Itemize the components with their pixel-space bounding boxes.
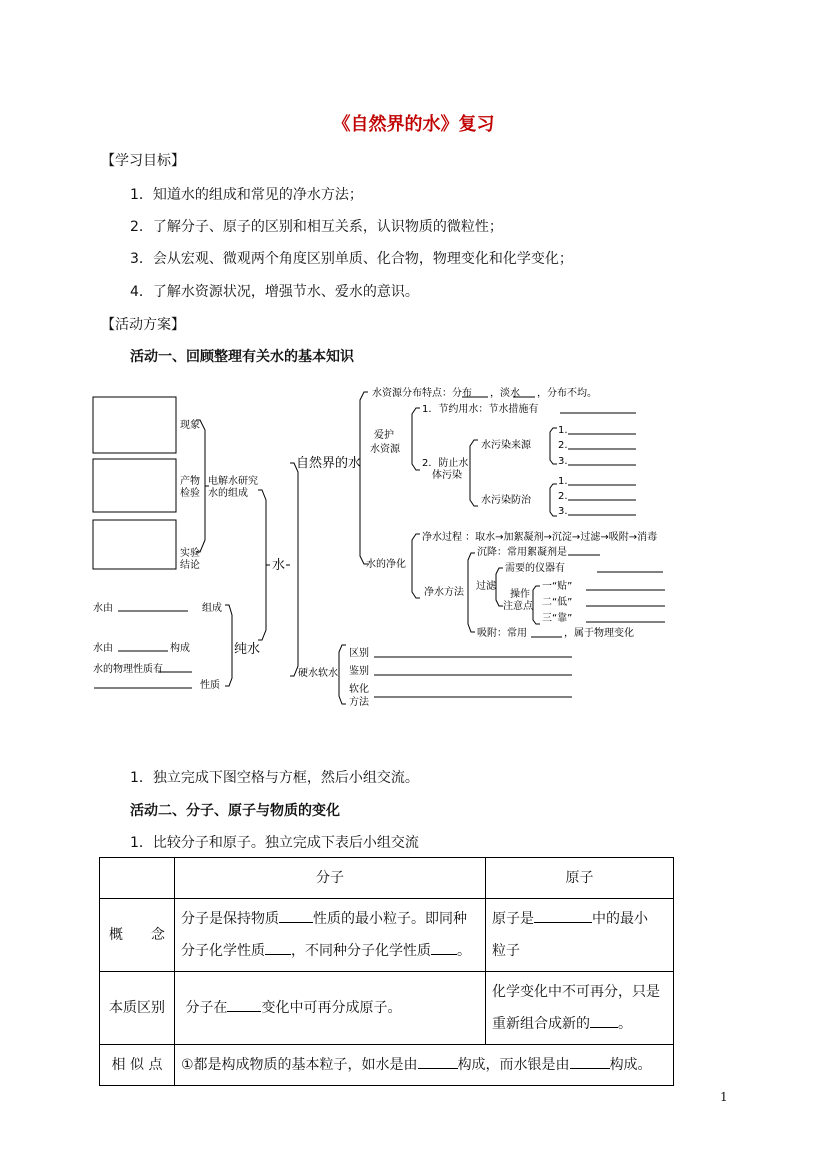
electrolysis-label: 电解水研究 [208,476,258,487]
protect-label-2: 水资源 [370,444,400,455]
text: 变化中可再分成原子。 [261,1000,402,1016]
phenomenon-label: 现象 [180,420,200,431]
ident-label: 鉴别 [349,666,369,677]
text: 构成，而水银是由 [457,1057,570,1073]
product-box [93,459,176,512]
activity1-task: 1．独立完成下图空格与方框，然后小组交流。 [130,770,419,786]
text: 分子化学性质 [181,943,265,959]
activity1-heading: 活动一、回顾整理有关水的基本知识 [130,349,354,365]
structure-prefix: 水由 [93,643,113,654]
blank[interactable] [431,940,457,955]
composition-prefix: 水由 [93,603,113,614]
cell-molecule-concept [175,899,486,972]
three-label: 三“靠” [542,613,573,624]
electrolysis-label-2: 水的组成 [208,488,248,499]
blank[interactable] [227,997,261,1012]
row-similar-label: 相 似 点 [100,1045,175,1086]
text: 分子在 [185,1000,228,1016]
distribution-label: 水资源分布特点：分布 [372,388,472,399]
row-essence-label: 本质区别 [100,972,175,1045]
settle-label: 沉降：常用絮凝剂是 [477,547,567,558]
pollution-control-label: 水污染防治 [481,495,531,506]
product-label: 产物 [180,476,200,487]
soft-label: 软化 [349,684,369,695]
goals-heading: 【学习目标】 [101,153,185,169]
cell-similar [175,1045,674,1086]
blank[interactable] [279,908,313,923]
blank[interactable] [534,908,592,923]
product-label-2: 检验 [180,488,200,499]
page-title: 《自然界的水》复习 [332,114,495,135]
text: 分子是保持物质 [181,911,279,927]
page-number: 1 [720,1090,728,1104]
save-label: 1．节约用水：节水措施有 [422,404,539,415]
prevent-label: 2．防止水 [422,458,469,469]
cell-molecule-essence [175,972,486,1045]
conclusion-label: 实验 [180,548,200,559]
goal-item: 2．了解分子、原子的区别和相互关系，认识物质的微粒性； [130,219,503,235]
structure-suffix: 构成 [170,643,190,654]
fresh-label: ，淡水 [490,388,520,399]
adsorb-label-2: ，属于物理变化 [564,628,634,639]
physical-prefix: 水的物理性质有 [93,664,163,675]
num-1: 1. [558,476,568,487]
text: 性质的最小粒子。即同种 [313,911,467,927]
one-label: 一“贴” [542,581,573,592]
goal-item: 3．会从宏观、微观两个角度区别单质、化合物，物理变化和化学变化； [130,251,573,267]
num-3: 3. [558,506,568,517]
operate-label-2: 注意点 [503,601,533,612]
adsorb-label: 吸附：常用 [477,628,527,639]
cell-atom-concept [486,899,674,972]
text: 重新组合成新的 [492,1016,590,1032]
methods-label: 净水方法 [424,587,464,598]
table-row [100,1045,674,1086]
filter-label: 过滤 [476,581,496,592]
pure-label: 纯水 [234,642,261,657]
operate-label: 操作 [510,589,530,600]
num-2: 2. [558,440,568,451]
blank[interactable] [570,1054,610,1069]
num-2: 2. [558,491,568,502]
text: 化学变化中不可再分，只是 [492,984,660,1000]
soft-label-2: 方法 [349,697,369,708]
plan-heading: 【活动方案】 [101,317,185,333]
text: 中的最小 [592,911,648,927]
two-label: 二“低” [542,597,573,608]
text: 原子是 [492,911,534,927]
text: ①都是构成物质的基本粒子，如水是由 [181,1057,418,1073]
diff-label: 区别 [349,648,369,659]
table-row [100,972,674,1045]
activity2-task: 1．比较分子和原子。独立完成下表后小组交流 [130,835,419,851]
instruments-label: 需要的仪器有 [505,563,565,574]
header-molecule: 分子 [175,858,486,899]
goal-item: 4．了解水资源状况，增强节水、爱水的意识。 [130,284,419,300]
composition-suffix: 组成 [202,603,222,614]
pollution-source-label: 水污染来源 [481,440,531,451]
goal-item: 1．知道水的组成和常见的净水方法； [130,187,363,203]
prevent-label-2: 体污染 [432,470,462,481]
text: 粒子 [492,943,520,959]
conclusion-box [93,520,176,569]
activity2-heading: 活动二、分子、原子与物质的变化 [130,803,340,819]
process-label: 净水过程 ：取水→加絮凝剂→沉淀→过滤→吸附→消毒 [422,532,658,543]
phenomenon-box [93,397,176,453]
row-concept-label: 概 念 [100,899,175,972]
blank[interactable] [265,940,291,955]
comparison-table [99,857,674,1086]
table-row [100,899,674,972]
text: 。 [457,943,471,959]
physical-suffix: 性质 [200,680,220,691]
text: ，不同种分子化学性质 [291,943,431,959]
protect-label: 爱护 [374,430,394,441]
purify-label: 水的净化 [366,559,406,570]
cell-atom-essence [486,972,674,1045]
blank[interactable] [418,1054,458,1069]
num-1: 1. [558,425,568,436]
num-3: 3. [558,456,568,467]
center-label: 水 [272,558,286,573]
conclusion-label-2: 结论 [180,560,200,571]
header-atom: 原子 [486,858,674,899]
text: 构成。 [609,1057,652,1073]
text: 。 [618,1016,632,1032]
table-row [100,858,674,899]
hard-label: 硬水软水 [298,668,338,679]
nature-label: 自然界的水 [296,456,362,471]
blank[interactable] [590,1013,618,1028]
uneven-label: ，分布不均。 [537,388,597,399]
